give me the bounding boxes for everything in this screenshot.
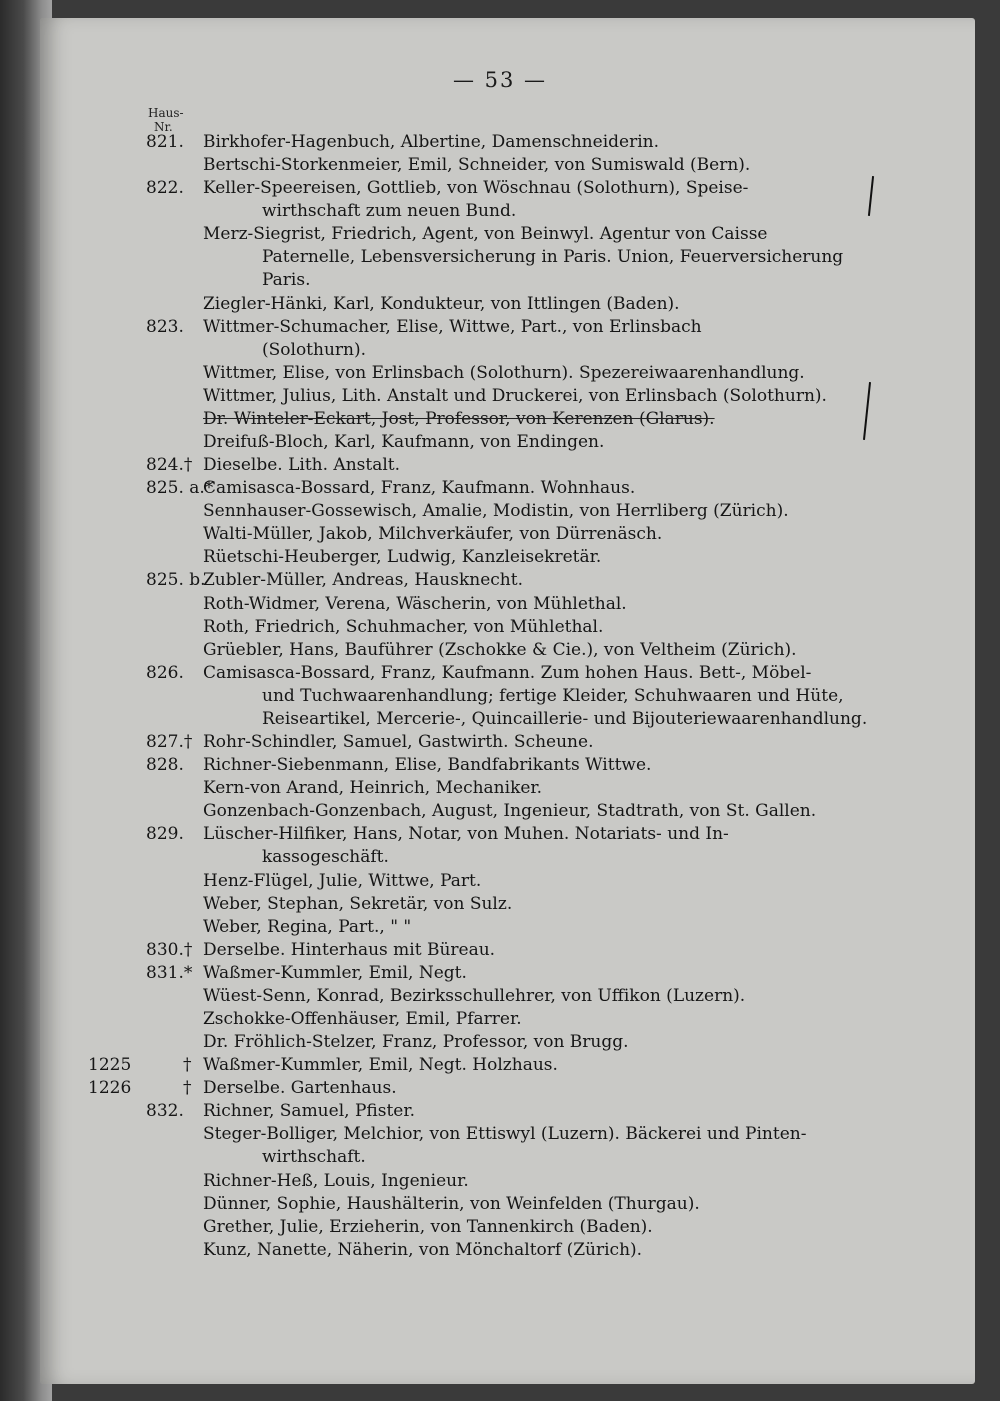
list-item	[0, 1008, 1000, 1031]
entry-number: 822.	[146, 178, 184, 199]
entry-text: Birkhofer-Hagenbuch, Albertine, Damenschneiderin.	[203, 132, 659, 152]
list-item	[0, 800, 1000, 823]
list-item	[0, 523, 1000, 546]
list-item	[0, 269, 1000, 292]
entry-text: Zubler-Müller, Andreas, Hausknecht.	[203, 570, 523, 591]
list-item	[0, 362, 1000, 385]
column-header	[148, 106, 184, 134]
entry-text: Wittmer, Elise, von Erlinsbach (Solothurn). Spezereiwaarenhandlung.	[203, 362, 805, 383]
list-item	[0, 962, 1000, 985]
list-item	[0, 339, 1000, 362]
entry-text: Dünner, Sophie, Haushälterin, von Weinfelden (Thurgau).	[203, 1193, 700, 1214]
entry-text: wirthschaft.	[262, 1147, 366, 1168]
entry-text: Sennhauser-Gossewisch, Amalie, Modistin, von Herrliberg (Zürich).	[203, 501, 789, 522]
list-item	[0, 754, 1000, 777]
list-item	[0, 477, 1000, 500]
list-item	[0, 431, 1000, 454]
entry-number: 830.†	[146, 939, 193, 960]
entry-text: Camisasca-Bossard, Franz, Kaufmann. Zum hohen Haus. Bett-, Möbel-	[203, 662, 812, 683]
entry-number: 828.	[146, 755, 184, 776]
entry-text: Wittmer, Julius, Lith. Anstalt und Druckerei, von Erlinsbach (Solothurn).	[203, 385, 827, 406]
list-item	[0, 1146, 1000, 1169]
entry-text: Waßmer-Kummler, Emil, Negt. Holzhaus.	[203, 1055, 558, 1076]
list-item	[0, 177, 1000, 200]
list-item	[0, 985, 1000, 1008]
list-item	[0, 408, 1000, 431]
house-number: 1225	[88, 1055, 132, 1076]
entry-text: Bertschi-Storkenmeier, Emil, Schneider, von Sumiswald (Bern).	[203, 155, 751, 176]
entry-text: Richner-Heß, Louis, Ingenieur.	[203, 1170, 469, 1191]
entry-text: Weber, Regina, Part., " "	[203, 916, 412, 937]
entry-number: 829.	[146, 824, 184, 845]
entry-number: 823.	[146, 316, 184, 337]
entry-text: Dr. Winteler-Eckart, Jost, Professor, von Kerenzen (Glarus).	[203, 408, 715, 429]
list-item	[0, 662, 1000, 685]
entry-text: Zschokke-Offenhäuser, Emil, Pfarrer.	[203, 1008, 522, 1029]
entry-text: Lüscher-Hilfiker, Hans, Notar, von Muhen. Notariats- und In-	[203, 824, 729, 845]
entry-text: Dieselbe. Lith. Anstalt.	[203, 455, 401, 476]
entry-number: 826.	[146, 662, 184, 683]
list-item	[0, 823, 1000, 846]
entry-text: (Solothurn).	[262, 339, 367, 360]
entry-text: Grether, Julie, Erzieherin, von Tannenkirch (Baden).	[203, 1216, 653, 1237]
entry-text: Derselbe. Hinterhaus mit Büreau.	[203, 939, 496, 960]
list-item	[0, 708, 1000, 731]
entry-text: Gonzenbach-Gonzenbach, August, Ingenieur, Stadtrath, von St. Gallen.	[203, 801, 817, 822]
entry-text: Dreifuß-Bloch, Karl, Kaufmann, von Endingen.	[203, 432, 605, 453]
list-item	[0, 223, 1000, 246]
entry-text: Grüebler, Hans, Bauführer (Zschokke & Cie.), von Veltheim (Zürich).	[203, 639, 797, 660]
entry-text: Richner, Samuel, Pfister.	[203, 1101, 415, 1122]
entry-text: Steger-Bolliger, Melchior, von Ettiswyl (Luzern). Bäckerei und Pinten-	[203, 1124, 807, 1145]
list-item	[0, 131, 1000, 154]
list-item	[0, 246, 1000, 269]
list-item	[0, 1054, 1000, 1077]
entry-number: †	[183, 1078, 192, 1099]
list-item	[0, 616, 1000, 639]
list-item	[0, 500, 1000, 523]
list-item	[0, 1031, 1000, 1054]
entry-number: 825. a.*	[146, 478, 214, 499]
list-item	[0, 1123, 1000, 1146]
entry-text: Derselbe. Gartenhaus.	[203, 1078, 397, 1099]
list-item	[0, 639, 1000, 662]
list-item	[0, 1077, 1000, 1100]
list-item	[0, 1100, 1000, 1123]
entry-number: †	[183, 1055, 192, 1076]
entry-text: Dr. Fröhlich-Stelzer, Franz, Professor, von Brugg.	[203, 1032, 629, 1053]
list-item	[0, 939, 1000, 962]
entry-text: Kern-von Arand, Heinrich, Mechaniker.	[203, 778, 543, 799]
entry-text: Paris.	[262, 270, 311, 291]
entry-text: Walti-Müller, Jakob, Milchverkäufer, von Dürrenäsch.	[203, 524, 663, 545]
list-item	[0, 593, 1000, 616]
list-item	[0, 777, 1000, 800]
list-item	[0, 1239, 1000, 1262]
list-item	[0, 154, 1000, 177]
entry-text: Rüetschi-Heuberger, Ludwig, Kanzleisekretär.	[203, 547, 602, 568]
list-item	[0, 293, 1000, 316]
entry-text: Reiseartikel, Mercerie-, Quincaillerie- und Bijouteriewaarenhandlung.	[262, 708, 868, 729]
directory-listing	[0, 131, 1000, 1262]
entry-text: Wüest-Senn, Konrad, Bezirksschullehrer, von Uffikon (Luzern).	[203, 985, 746, 1006]
list-item	[0, 916, 1000, 939]
entry-number: 824.†	[146, 455, 193, 476]
list-item	[0, 546, 1000, 569]
entry-text: Rohr-Schindler, Samuel, Gastwirth. Scheune.	[203, 732, 594, 753]
page-number: — 53 —	[452, 68, 548, 92]
entry-text: Wittmer-Schumacher, Elise, Wittwe, Part., von Erlinsbach	[203, 316, 702, 337]
entry-text: Richner-Siebenmann, Elise, Bandfabrikants Wittwe.	[203, 755, 652, 776]
house-number: 1226	[88, 1078, 132, 1099]
entry-text: Roth, Friedrich, Schuhmacher, von Mühlethal.	[203, 616, 604, 637]
entry-number: 821.	[146, 132, 184, 152]
list-item	[0, 1216, 1000, 1239]
entry-number: 827.†	[146, 732, 193, 753]
entry-text: Camisasca-Bossard, Franz, Kaufmann. Wohnhaus.	[203, 478, 636, 499]
list-item	[0, 385, 1000, 408]
entry-number: 832.	[146, 1101, 184, 1122]
list-item	[0, 893, 1000, 916]
entry-text: Waßmer-Kummler, Emil, Negt.	[203, 962, 467, 983]
list-item	[0, 200, 1000, 223]
column-header-line-2: Nr.	[154, 120, 173, 134]
entry-text: Keller-Speereisen, Gottlieb, von Wöschnau (Solothurn), Speise-	[203, 178, 749, 199]
entry-text: Roth-Widmer, Verena, Wäscherin, von Mühlethal.	[203, 593, 627, 614]
list-item	[0, 316, 1000, 339]
entry-text: Paternelle, Lebensversicherung in Paris. Union, Feuerversicherung	[262, 247, 844, 268]
list-item	[0, 1193, 1000, 1216]
entry-text: Ziegler-Hänki, Karl, Kondukteur, von Ittlingen (Baden).	[203, 293, 680, 314]
list-item	[0, 1170, 1000, 1193]
entry-text: kassogeschäft.	[262, 847, 389, 868]
entry-text: Henz-Flügel, Julie, Wittwe, Part.	[203, 870, 482, 891]
entry-text: und Tuchwaarenhandlung; fertige Kleider, Schuhwaaren und Hüte,	[262, 685, 844, 706]
column-header-line-1: Haus-	[148, 106, 184, 120]
list-item	[0, 454, 1000, 477]
entry-text: wirthschaft zum neuen Bund.	[262, 201, 517, 222]
list-item	[0, 870, 1000, 893]
list-item	[0, 846, 1000, 869]
entry-number: 831.*	[146, 962, 193, 983]
entry-text: Merz-Siegrist, Friedrich, Agent, von Beinwyl. Agentur von Caisse	[203, 224, 768, 245]
list-item	[0, 731, 1000, 754]
entry-number: 825. b.	[146, 570, 206, 591]
entry-text: Weber, Stephan, Sekretär, von Sulz.	[203, 893, 513, 914]
list-item	[0, 569, 1000, 592]
entry-text: Kunz, Nanette, Näherin, von Mönchaltorf (Zürich).	[203, 1239, 643, 1260]
list-item	[0, 685, 1000, 708]
